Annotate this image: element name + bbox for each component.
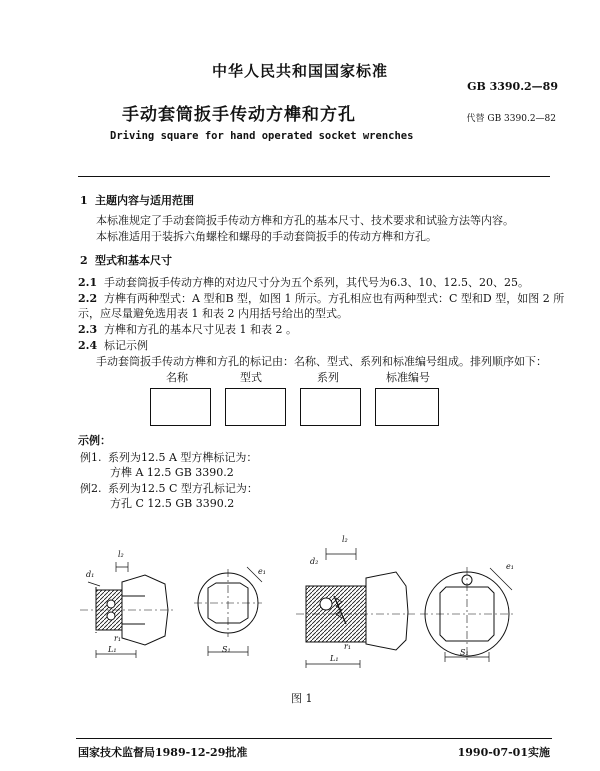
section-2-number: 2	[80, 254, 88, 267]
footer-divider	[76, 738, 552, 739]
header-divider	[78, 176, 550, 177]
marking-label-name: 名称	[166, 371, 188, 384]
clause-2-4-description: 手动套筒扳手传动方榫和方孔的标记由：名称、型式、系列和标准编号组成。排列顺序如下：	[96, 355, 547, 368]
document-title: 手动套筒扳手传动方榫和方孔	[122, 105, 356, 125]
right-label-d2: d₂	[310, 557, 319, 566]
example-2-text: 系列为12.5 C 型方孔标记为：	[108, 482, 258, 495]
figure-1-drawing	[0, 535, 600, 685]
left-label-S1: S₁	[222, 645, 231, 654]
clause-2-4-number: 2.4	[78, 339, 98, 352]
marking-box-series	[300, 388, 361, 426]
footer-effective: 1990-07-01实施	[457, 746, 550, 759]
standard-number: GB 3390.2—89	[467, 80, 558, 93]
example-1-label: 例1.	[80, 451, 102, 464]
clause-2-3-text: 方榫和方孔的基本尺寸见表 1 和表 2 。	[104, 323, 297, 336]
section-2-heading: 型式和基本尺寸	[95, 254, 172, 267]
section-1-number: 1	[80, 194, 88, 207]
section-1-paragraph-2: 本标准适用于装拆六角螺栓和螺母的手动套筒扳手的传动方榫和方孔。	[96, 230, 437, 243]
example-1-marking: 方榫 A 12.5 GB 3390.2	[110, 466, 234, 479]
right-label-S1: S₁	[460, 648, 469, 657]
marking-box-type	[225, 388, 286, 426]
national-standard-heading: 中华人民共和国国家标准	[211, 62, 388, 80]
right-label-r1: r₁	[344, 642, 352, 651]
replaces-standard: 代替 GB 3390.2—82	[466, 114, 556, 124]
right-label-e1: e₁	[506, 562, 514, 571]
marking-label-series: 系列	[317, 371, 339, 384]
marking-box-name	[150, 388, 211, 426]
left-label-e1: e₁	[258, 567, 266, 576]
right-label-L1: L₁	[330, 654, 339, 663]
clause-2-1-number: 2.1	[78, 276, 98, 289]
clause-2-2-text-line1: 方榫有两种型式：A 型和B 型，如图 1 所示。方孔相应也有两种型式：C 型和D 型，如图 2 所	[104, 292, 565, 305]
section-1-heading: 主题内容与适用范围	[95, 194, 194, 207]
marking-label-type: 型式	[240, 371, 262, 384]
figure-caption: 图 1	[291, 692, 313, 705]
example-1-text: 系列为12.5 A 型方榫标记为：	[108, 451, 258, 464]
left-label-r1: r₁	[114, 634, 122, 643]
footer-issued: 国家技术监督局1989-12-29批准	[78, 746, 248, 759]
marking-label-standard-number: 标准编号	[386, 371, 430, 384]
example-2-marking: 方孔 C 12.5 GB 3390.2	[110, 497, 235, 510]
clause-2-3-number: 2.3	[78, 323, 98, 336]
left-label-L1: L₁	[108, 645, 117, 654]
section-1-paragraph-1: 本标准规定了手动套筒扳手传动方榫和方孔的基本尺寸、技术要求和试验方法等内容。	[96, 214, 514, 227]
marking-box-standard-number	[375, 388, 439, 426]
left-label-l2: l₂	[118, 550, 124, 559]
example-2-label: 例2.	[80, 482, 102, 495]
clause-2-2-text-line2: 示，应尽量避免选用表 1 和表 2 内用括号给出的型式。	[78, 307, 348, 320]
right-label-l2: l₂	[342, 535, 348, 544]
english-title: Driving square for hand operated socket wrenches	[110, 130, 414, 142]
clause-2-1-text: 手动套筒扳手传动方榫的对边尺寸分为五个系列，其代号为6.3、10、12.5、20、25。	[104, 276, 529, 289]
examples-heading: 示例：	[78, 434, 111, 447]
clause-2-2-number: 2.2	[78, 292, 98, 305]
left-label-d1: d₁	[86, 570, 95, 579]
clause-2-4-text: 标记示例	[104, 339, 148, 352]
